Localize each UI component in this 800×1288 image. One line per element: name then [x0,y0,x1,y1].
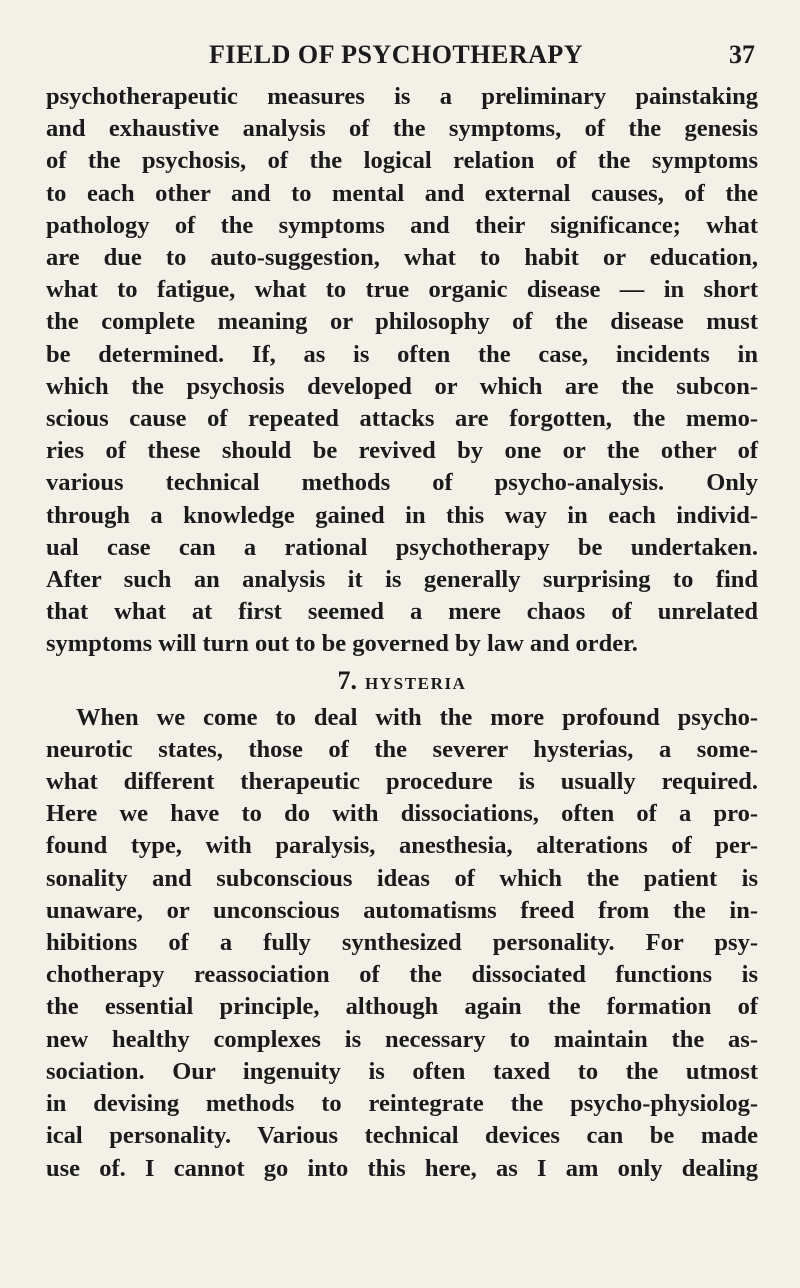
text-line: in devising methods to reintegrate the psycho-physiolog- [46,1090,758,1118]
text-line: new healthy complexes is necessary to maintain the as- [46,1025,758,1053]
text-line: be determined. If, as is often the case, incidents in [46,340,758,368]
text-line: hibitions of a fully synthesized personality. For psy- [46,929,758,957]
text-line: ical personality. Various technical devices can be made [46,1122,758,1150]
text-line: the essential principle, although again the formation of [46,993,758,1021]
text-line: After such an analysis it is generally surprising to find [46,566,758,594]
text-line: through a knowledge gained in this way in each individ- [46,501,758,529]
running-title: FIELD OF PSYCHOTHERAPY [208,40,584,69]
text-line: which the psychosis developed or which are the subcon- [46,372,758,400]
text-line: scious cause of repeated attacks are forgotten, the memo- [46,405,758,433]
text-line: found type, with paralysis, anesthesia, alterations of per- [46,832,758,860]
text-line: what different therapeutic procedure is usually required. [46,768,758,796]
text-line: psychotherapeutic measures is a preliminary painstaking [46,83,758,110]
text-line: that what at first seemed a mere chaos of unrelated [46,598,758,626]
text-line: the complete meaning or philosophy of the disease must [46,308,758,336]
text-line: symptoms will turn out to be governed by law and order. [46,630,638,658]
text-line: what to fatigue, what to true organic disease — in short [46,276,758,304]
text-line: use of. I cannot go into this here, as I am only dealing [46,1154,758,1182]
section-title: HYSTERIA [364,673,467,693]
text-line: and exhaustive analysis of the symptoms, of the genesis [46,115,758,143]
text-line: ries of these should be revived by one or the other of [46,437,758,465]
section-number: 7. [337,665,357,695]
running-head [37,38,755,72]
paragraph-continued [46,81,758,661]
text-line: unaware, or unconscious automatisms freed from the in- [46,896,758,924]
text-line: of the psychosis, of the logical relation of the symptoms [46,147,758,175]
text-line: ual case can a rational psychotherapy be undertaken. [46,533,758,561]
text-line: When we come to deal with the more profound psycho- [76,703,758,731]
body-text [46,81,758,1185]
text-line: Here we have to do with dissociations, often of a pro- [46,800,758,828]
text-line: to each other and to mental and external causes, of the [46,179,758,207]
text-line: pathology of the symptoms and their significance; what [46,211,758,239]
page-number: 37 [729,40,755,69]
text-line: various technical methods of psycho-analysis. Only [46,469,758,497]
text-line: chotherapy reassociation of the dissociated functions is [46,961,758,989]
text-line: sonality and subconscious ideas of which the patient is [46,864,758,892]
paragraph-hysteria [46,702,758,1185]
section-heading [46,666,758,699]
text-line: sociation. Our ingenuity is often taxed to the utmost [46,1057,758,1085]
text-line: are due to auto-suggestion, what to habit or education, [46,244,758,272]
text-line: neurotic states, those of the severer hysterias, a some- [46,735,758,763]
